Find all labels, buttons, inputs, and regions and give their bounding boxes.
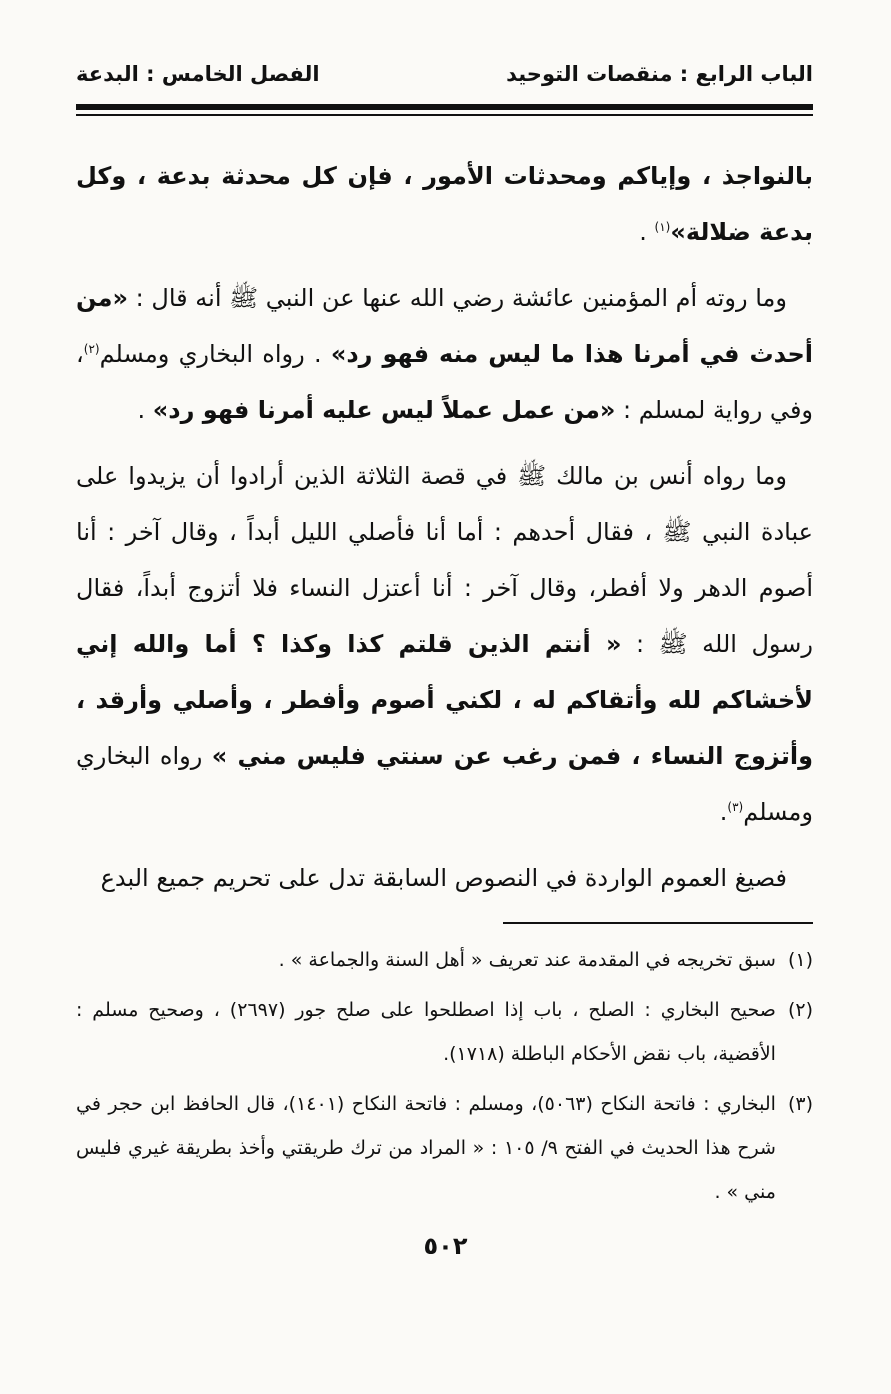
paragraph-2-mid: . رواه البخاري ومسلم	[99, 340, 331, 368]
page-number: ٥٠٢	[423, 1232, 468, 1260]
paragraph-3-tail: .	[719, 798, 728, 826]
paragraph-2	[76, 270, 813, 438]
paragraph-2-after: ، وفي رواية لمسلم :	[76, 340, 813, 424]
header-rule-thin	[76, 114, 813, 116]
header-rule-thick	[76, 104, 813, 110]
paragraph-3-intro: وما رواه أنس بن مالك ﷺ في قصة الثلاثة الذين أرادوا أن يزيدوا على عبادة النبي ﷺ ، فقال أحدهم : أما أنا فأصلي الليل أبداً ، وقال آخر : أنا أصوم الدهر ولا أفطر، وقال آخر : أنا أعتزل النساء فلا أتزوج أبداً، فقال رسول الله ﷺ :	[76, 462, 813, 658]
footnote-number: (٢)	[787, 999, 813, 1021]
running-header	[76, 52, 813, 96]
footnote-separator	[503, 922, 813, 924]
paragraph-3-mid: رواه البخاري ومسلم	[76, 742, 813, 826]
paragraph-3	[76, 448, 813, 840]
footnote-number: (٣)	[787, 1093, 813, 1115]
paragraph-2-intro: وما روته أم المؤمنين عائشة رضي الله عنها عن النبي ﷺ أنه قال :	[127, 284, 787, 312]
footnote-3	[76, 1082, 813, 1214]
footnote-ref-2: (٢)	[83, 342, 100, 356]
paragraph-1-tail: .	[639, 218, 655, 246]
header-chapter-title: الباب الرابع : منقصات التوحيد	[506, 62, 813, 86]
footnote-1	[76, 938, 813, 982]
paragraph-1-text: بالنواجذ ، وإياكم ومحدثات الأمور ، فإن كل محدثة بدعة ، وكل بدعة ضلالة»	[76, 162, 813, 246]
footnote-text: صحيح البخاري : الصلح ، باب إذا اصطلحوا على صلح جور (٢٦٩٧) ، وصحيح مسلم : الأقضية، باب نقض الأحكام الباطلة (١٧١٨).	[76, 999, 776, 1065]
footnote-text: سبق تخريجه في المقدمة عند تعريف « أهل السنة والجماعة » .	[278, 949, 776, 971]
footnote-number: (١)	[787, 949, 813, 971]
footnote-text: البخاري : فاتحة النكاح (٥٠٦٣)، ومسلم : فاتحة النكاح (١٤٠١)، قال الحافظ ابن حجر في شرح هذا الحديث في الفتح ٩/ ١٠٥ : « المراد من ترك طريقتي وأخذ بطريقة غيري فليس مني » .	[76, 1093, 776, 1203]
header-section-title: الفصل الخامس : البدعة	[76, 62, 320, 86]
footnote-2	[76, 988, 813, 1076]
main-text	[76, 148, 813, 906]
paragraph-1	[76, 148, 813, 260]
paragraph-2-tail: .	[137, 396, 153, 424]
paragraph-4	[76, 850, 813, 906]
footnote-ref-3: (٣)	[727, 800, 744, 814]
paragraph-4-text: فصيغ العموم الواردة في النصوص السابقة تدل على تحريم جميع البدع	[100, 864, 787, 892]
paragraph-3-quote: « أنتم الذين قلتم كذا وكذا ؟ أما والله إني لأخشاكم لله وأتقاكم له ، لكني أصوم وأفطر ، وأصلي وأرقد ، وأتزوج النساء ، فمن رغب عن سنتي فليس مني »	[76, 630, 813, 770]
paragraph-2-quote-2: «من عمل عملاً ليس عليه أمرنا فهو رد»	[152, 396, 616, 424]
footnotes	[76, 938, 813, 1220]
paragraph-2-quote: «من أحدث في أمرنا هذا ما ليس منه فهو رد»	[76, 284, 813, 368]
footnote-ref-1: (١)	[654, 220, 671, 234]
